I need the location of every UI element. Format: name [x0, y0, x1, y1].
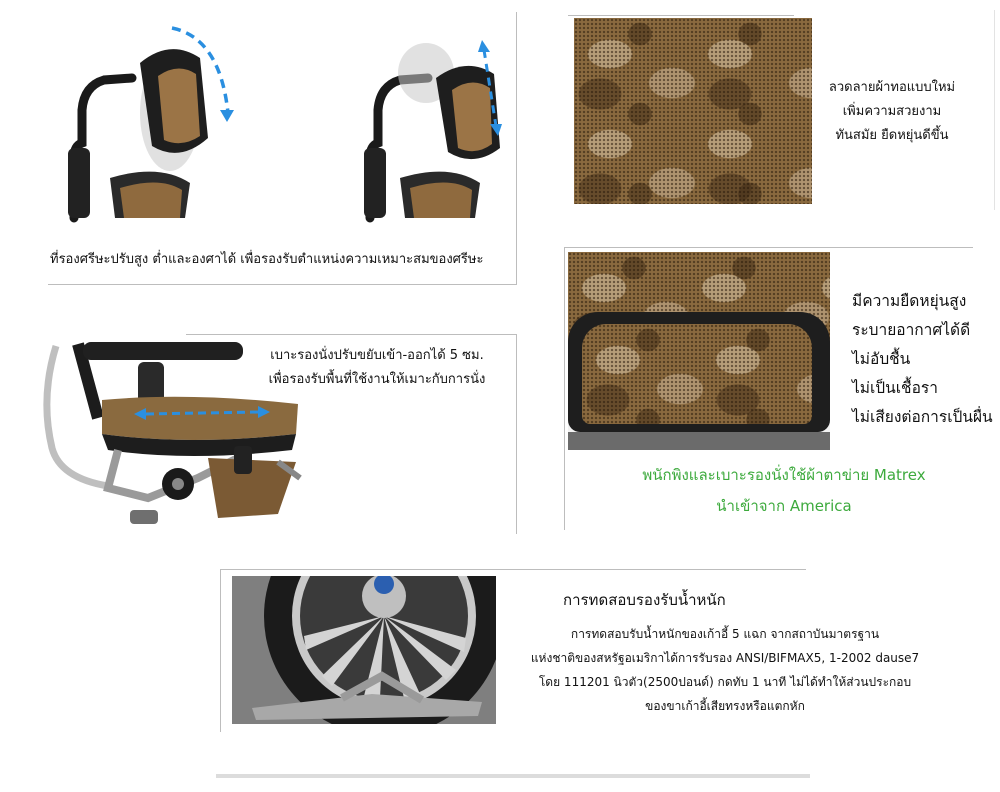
headrest-caption: ที่รองศรีษะปรับสูง ต่ำและองศาได้ เพื่อรองรับตำแหน่งความเหมาะสมของศรีษะ [50, 252, 484, 267]
breathable-text [852, 287, 993, 432]
seat-panel-border-right [516, 334, 517, 534]
load-line: แห่งชาติของสหรัฐอเมริกาได้การรับรอง ANSI/BIFMAX5, 1-2002 dause7 [530, 651, 920, 665]
green-line: พนักพิงและเบาะรองนั่งใช้ผ้าตาข่าย Matrex [642, 466, 926, 484]
bottom-divider [216, 774, 810, 778]
breathable-line: ระบายอากาศได้ดี [852, 321, 971, 339]
headrest-photo [60, 18, 520, 223]
load-line: โดย 111201 นิวตัว(2500ปอนด์) กดทับ 1 นาที ไม่ได้ทำให้ส่วนประกอบ [538, 675, 912, 689]
mesh-line: ลวดลายผ้าทอแบบใหม่ [828, 80, 956, 95]
mesh-pattern-photo [574, 18, 812, 204]
backrest-closeup-photo [568, 252, 830, 450]
load-line: การทดสอบรับน้ำหนักของเก้าอี้ 5 แฉก จากสถาบันมาตรฐาน [570, 627, 880, 641]
mesh-pattern-text [822, 76, 962, 148]
loadtest-panel-border-left [220, 569, 221, 732]
seat-slide-text [258, 344, 496, 392]
seat-line: เพื่อรองรับพื้นที่ใช้งานให้เมาะกับการนั่ง [268, 372, 486, 387]
load-test-title: การทดสอบรองรับน้ำหนัก [563, 591, 726, 609]
breathable-line: ไม่เสียงต่อการเป็นผื่น [852, 408, 993, 426]
matrex-mesh-note [594, 460, 974, 522]
mesh-line: เพิ่มความสวยงาม [842, 104, 942, 119]
headrest-panel-border-bottom [48, 284, 517, 285]
breathable-panel-border-top [564, 247, 973, 248]
mesh-panel-border-top [568, 15, 794, 16]
load-test-text [500, 622, 950, 718]
mesh-line: ทันสมัย ยืดหยุ่นดีขึ้น [835, 128, 949, 143]
seat-line: เบาะรองนั่งปรับขยับเข้า-ออกได้ 5 ซม. [270, 348, 484, 363]
breathable-line: ไม่เป็นเชื้อรา [852, 379, 938, 397]
breathable-line: ไม่อับชื้น [852, 350, 911, 368]
mesh-panel-border-right [994, 10, 995, 210]
wheel-load-photo [232, 576, 496, 724]
loadtest-panel-border-top [220, 569, 806, 570]
seat-panel-border-top [186, 334, 517, 335]
breathable-panel-border-left [564, 247, 565, 530]
load-line: ของขาเก้าอี้เสียทรงหรือแตกหัก [645, 699, 805, 713]
green-line: นำเข้าจาก America [716, 497, 852, 515]
breathable-line: มีความยืดหยุ่นสูง [852, 292, 967, 310]
